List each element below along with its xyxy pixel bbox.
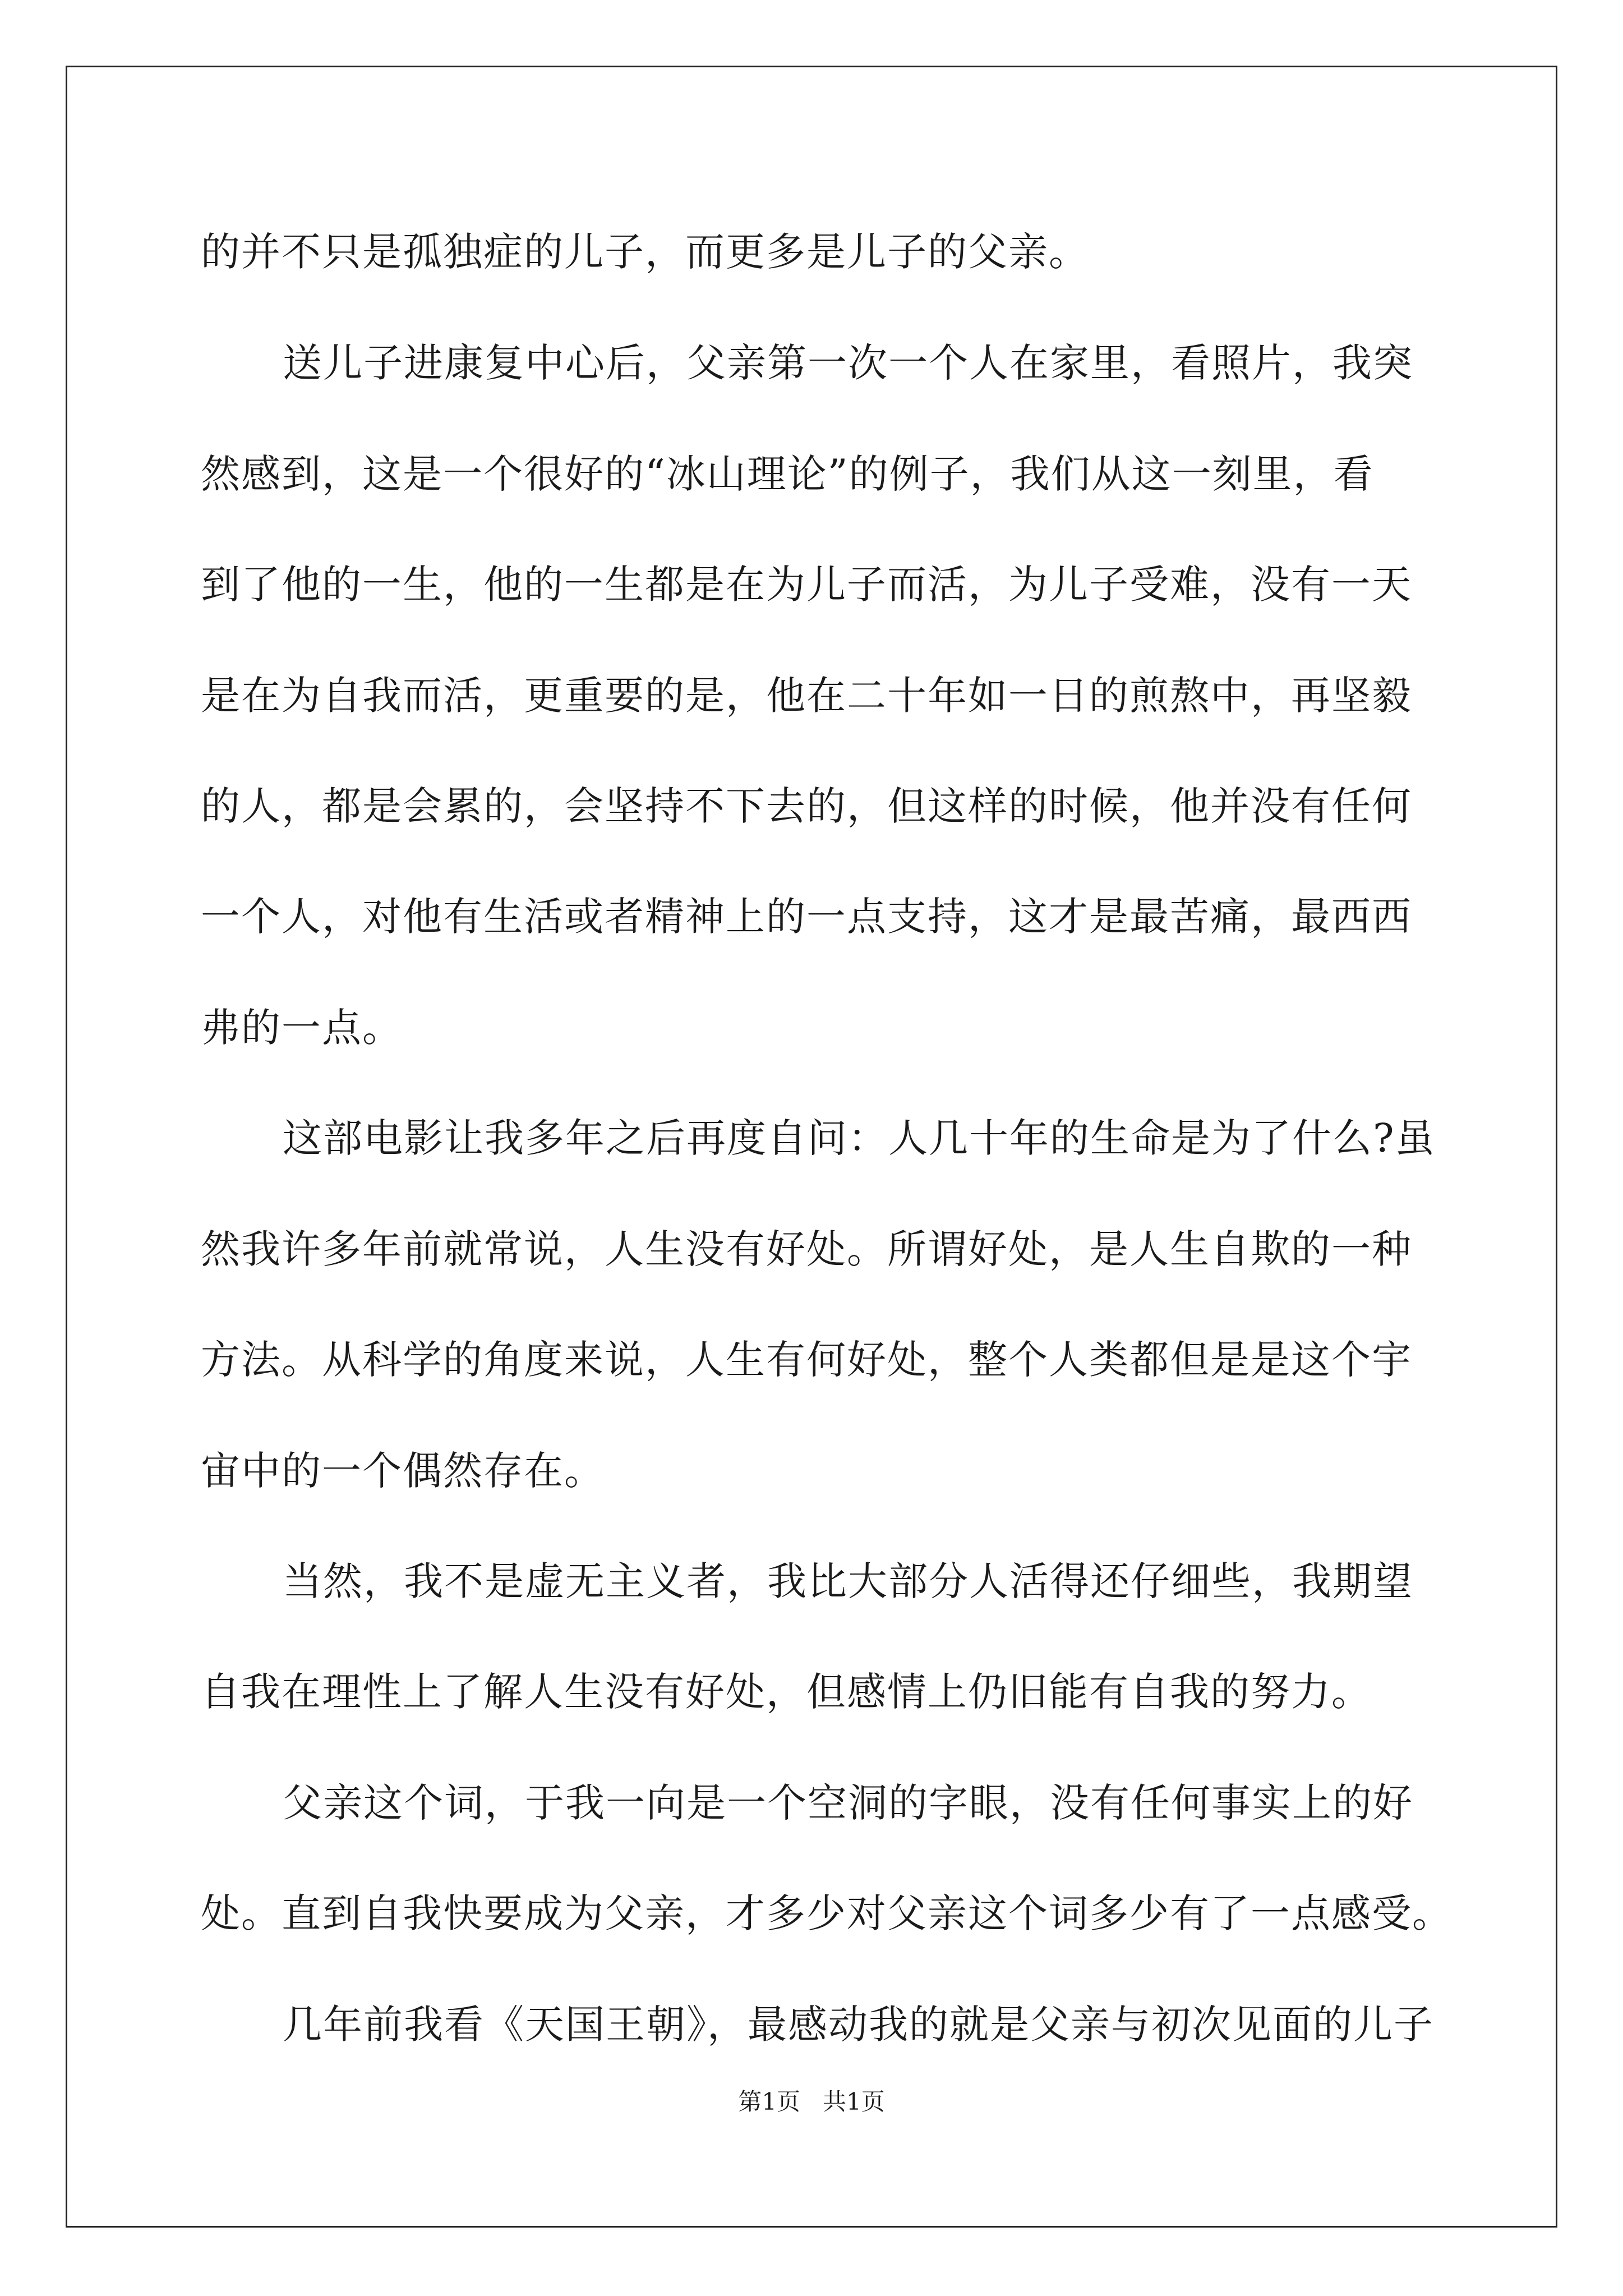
text-line: 然我许多年前就常说，人生没有好处。所谓好处，是人生自欺的一种 — [201, 1226, 1412, 1272]
paragraph-start-line: 这部电影让我多年之后再度自问：人几十年的生命是为了什么?虽 — [283, 1115, 1436, 1161]
text-line: 的并不只是孤独症的儿子，而更多是儿子的父亲。 — [201, 229, 1089, 275]
text-line: 宙中的一个偶然存在。 — [201, 1448, 605, 1494]
text-line: 自我在理性上了解人生没有好处，但感情上仍旧能有自我的努力。 — [201, 1669, 1372, 1715]
text-line: 方法。从科学的角度来说，人生有何好处，整个人类都但是是这个宇 — [201, 1337, 1412, 1383]
text-line: 的人，都是会累的，会坚持不下去的，但这样的时候，他并没有任何 — [201, 783, 1412, 829]
paragraph-start-line: 几年前我看《天国王朝》，最感动我的就是父亲与初次见面的儿子 — [283, 2001, 1434, 2047]
page-number-footer: 第1页 共1页 — [738, 2088, 885, 2115]
paragraph-start-line: 父亲这个词，于我一向是一个空洞的字眼，没有任何事实上的好 — [283, 1780, 1413, 1826]
text-line: 是在为自我而活，更重要的是，他在二十年如一日的煎熬中，再坚毅 — [201, 673, 1412, 719]
text-line: 到了他的一生，他的一生都是在为儿子而活，为儿子受难，没有一天 — [201, 562, 1412, 608]
paragraph-start-line: 送儿子进康复中心后，父亲第一次一个人在家里，看照片，我突 — [283, 340, 1413, 386]
text-line: 一个人，对他有生活或者精神上的一点支持，这才是最苦痛，最西西 — [201, 894, 1412, 940]
text-line: 处。直到自我快要成为父亲，才多少对父亲这个词多少有了一点感受。 — [201, 1890, 1453, 1936]
text-line: 然感到，这是一个很好的“冰山理论”的例子，我们从这一刻里，看 — [201, 451, 1374, 497]
paragraph-start-line: 当然，我不是虚无主义者，我比大部分人活得还仔细些，我期望 — [283, 1558, 1413, 1604]
text-line: 弗的一点。 — [201, 1005, 403, 1051]
